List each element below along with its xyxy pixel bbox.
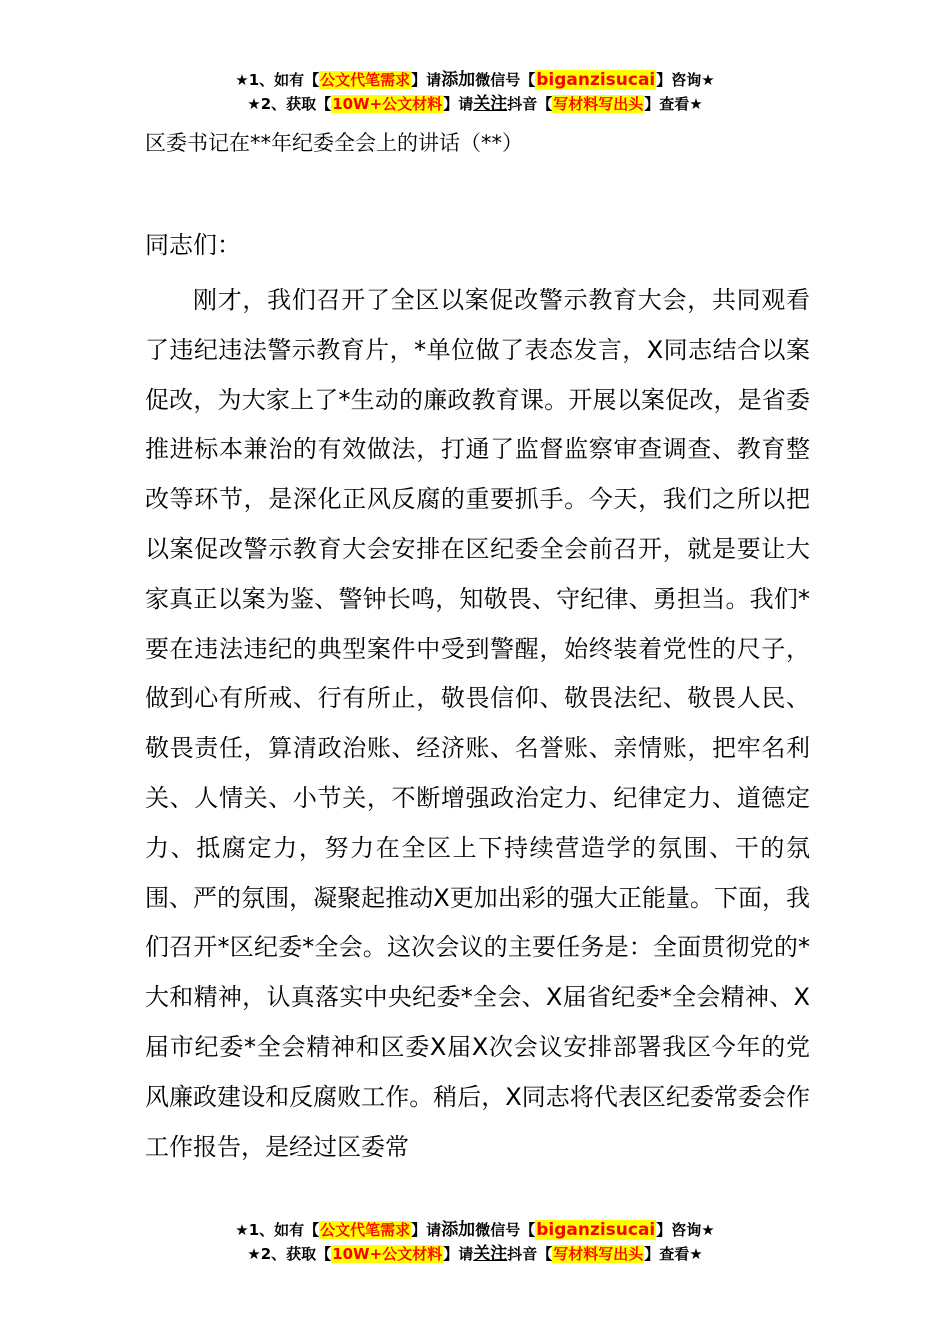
document-title: 区委书记在**年纪委全会上的讲话（**） [145, 131, 523, 155]
promo-line-1: ★1、如有【公文代笔需求】请添加微信号【biganzisucai】咨询★ [235, 1220, 715, 1240]
promo-banner-top [0, 68, 950, 116]
promo-line-2: ★2、获取【10W+公文材料】请关注抖音【写材料写出头】查看★ [247, 1244, 703, 1264]
highlight-douyin: 写材料写出头 [553, 95, 644, 113]
highlight-service: 公文代笔需求 [320, 1221, 411, 1239]
highlight-wechat-id: biganzisucai [536, 1220, 656, 1240]
body-paragraph: 刚才，我们召开了全区以案促改警示教育大会，共同观看了违纪违法警示教育片，*单位做了表态发言，X同志结合以案促改，为大家上了*生动的廉政教育课。开展以案促改，是省委推进标本兼治的有效做法，打通了监督监察审查调查、教育整改等环节，是深化正风反腐的重要抓手。今天，我们之所以把以案促改警示教育大会安排在区纪委全会前召开，就是要让大家真正以案为鉴、警钟长鸣，知敬畏、守纪律、勇担当。我们*要在违法违纪的典型案件中受到警醒，始终装着党性的尺子，做到心有所戒、行有所止，敬畏信仰、敬畏法纪、敬畏人民、敬畏责任，算清政治账、经济账、名誉账、亲情账，把牢名利关、人情关、小节关，不断增强政治定力、纪律定力、道德定力、抵腐定力，努力在全区上下持续营造学的氛围、干的氛围、严的氛围，凝聚起推动X更加出彩的强大正能量。下面，我们召开*区纪委*全会。这次会议的主要任务是：全面贯彻党的*大和精神，认真落实中央纪委*全会、X届省纪委*全会精神、X届市纪委*全会精神和区委X届X次会议安排部署我区今年的党风廉政建设和反腐败工作。稍后，X同志将代表区纪委常委会作工作报告，是经过区委常 [145, 286, 810, 1161]
highlight-materials: 10W+公文材料 [332, 1245, 443, 1263]
highlight-douyin: 写材料写出头 [553, 1245, 644, 1263]
promo-line-2: ★2、获取【10W+公文材料】请关注抖音【写材料写出头】查看★ [247, 94, 703, 114]
promo-banner-bottom [0, 1218, 950, 1266]
highlight-materials: 10W+公文材料 [332, 95, 443, 113]
highlight-wechat-id: biganzisucai [536, 70, 656, 90]
greeting: 同志们： [145, 231, 241, 259]
promo-line-1: ★1、如有【公文代笔需求】请添加微信号【biganzisucai】咨询★ [235, 70, 715, 90]
highlight-service: 公文代笔需求 [320, 71, 411, 89]
